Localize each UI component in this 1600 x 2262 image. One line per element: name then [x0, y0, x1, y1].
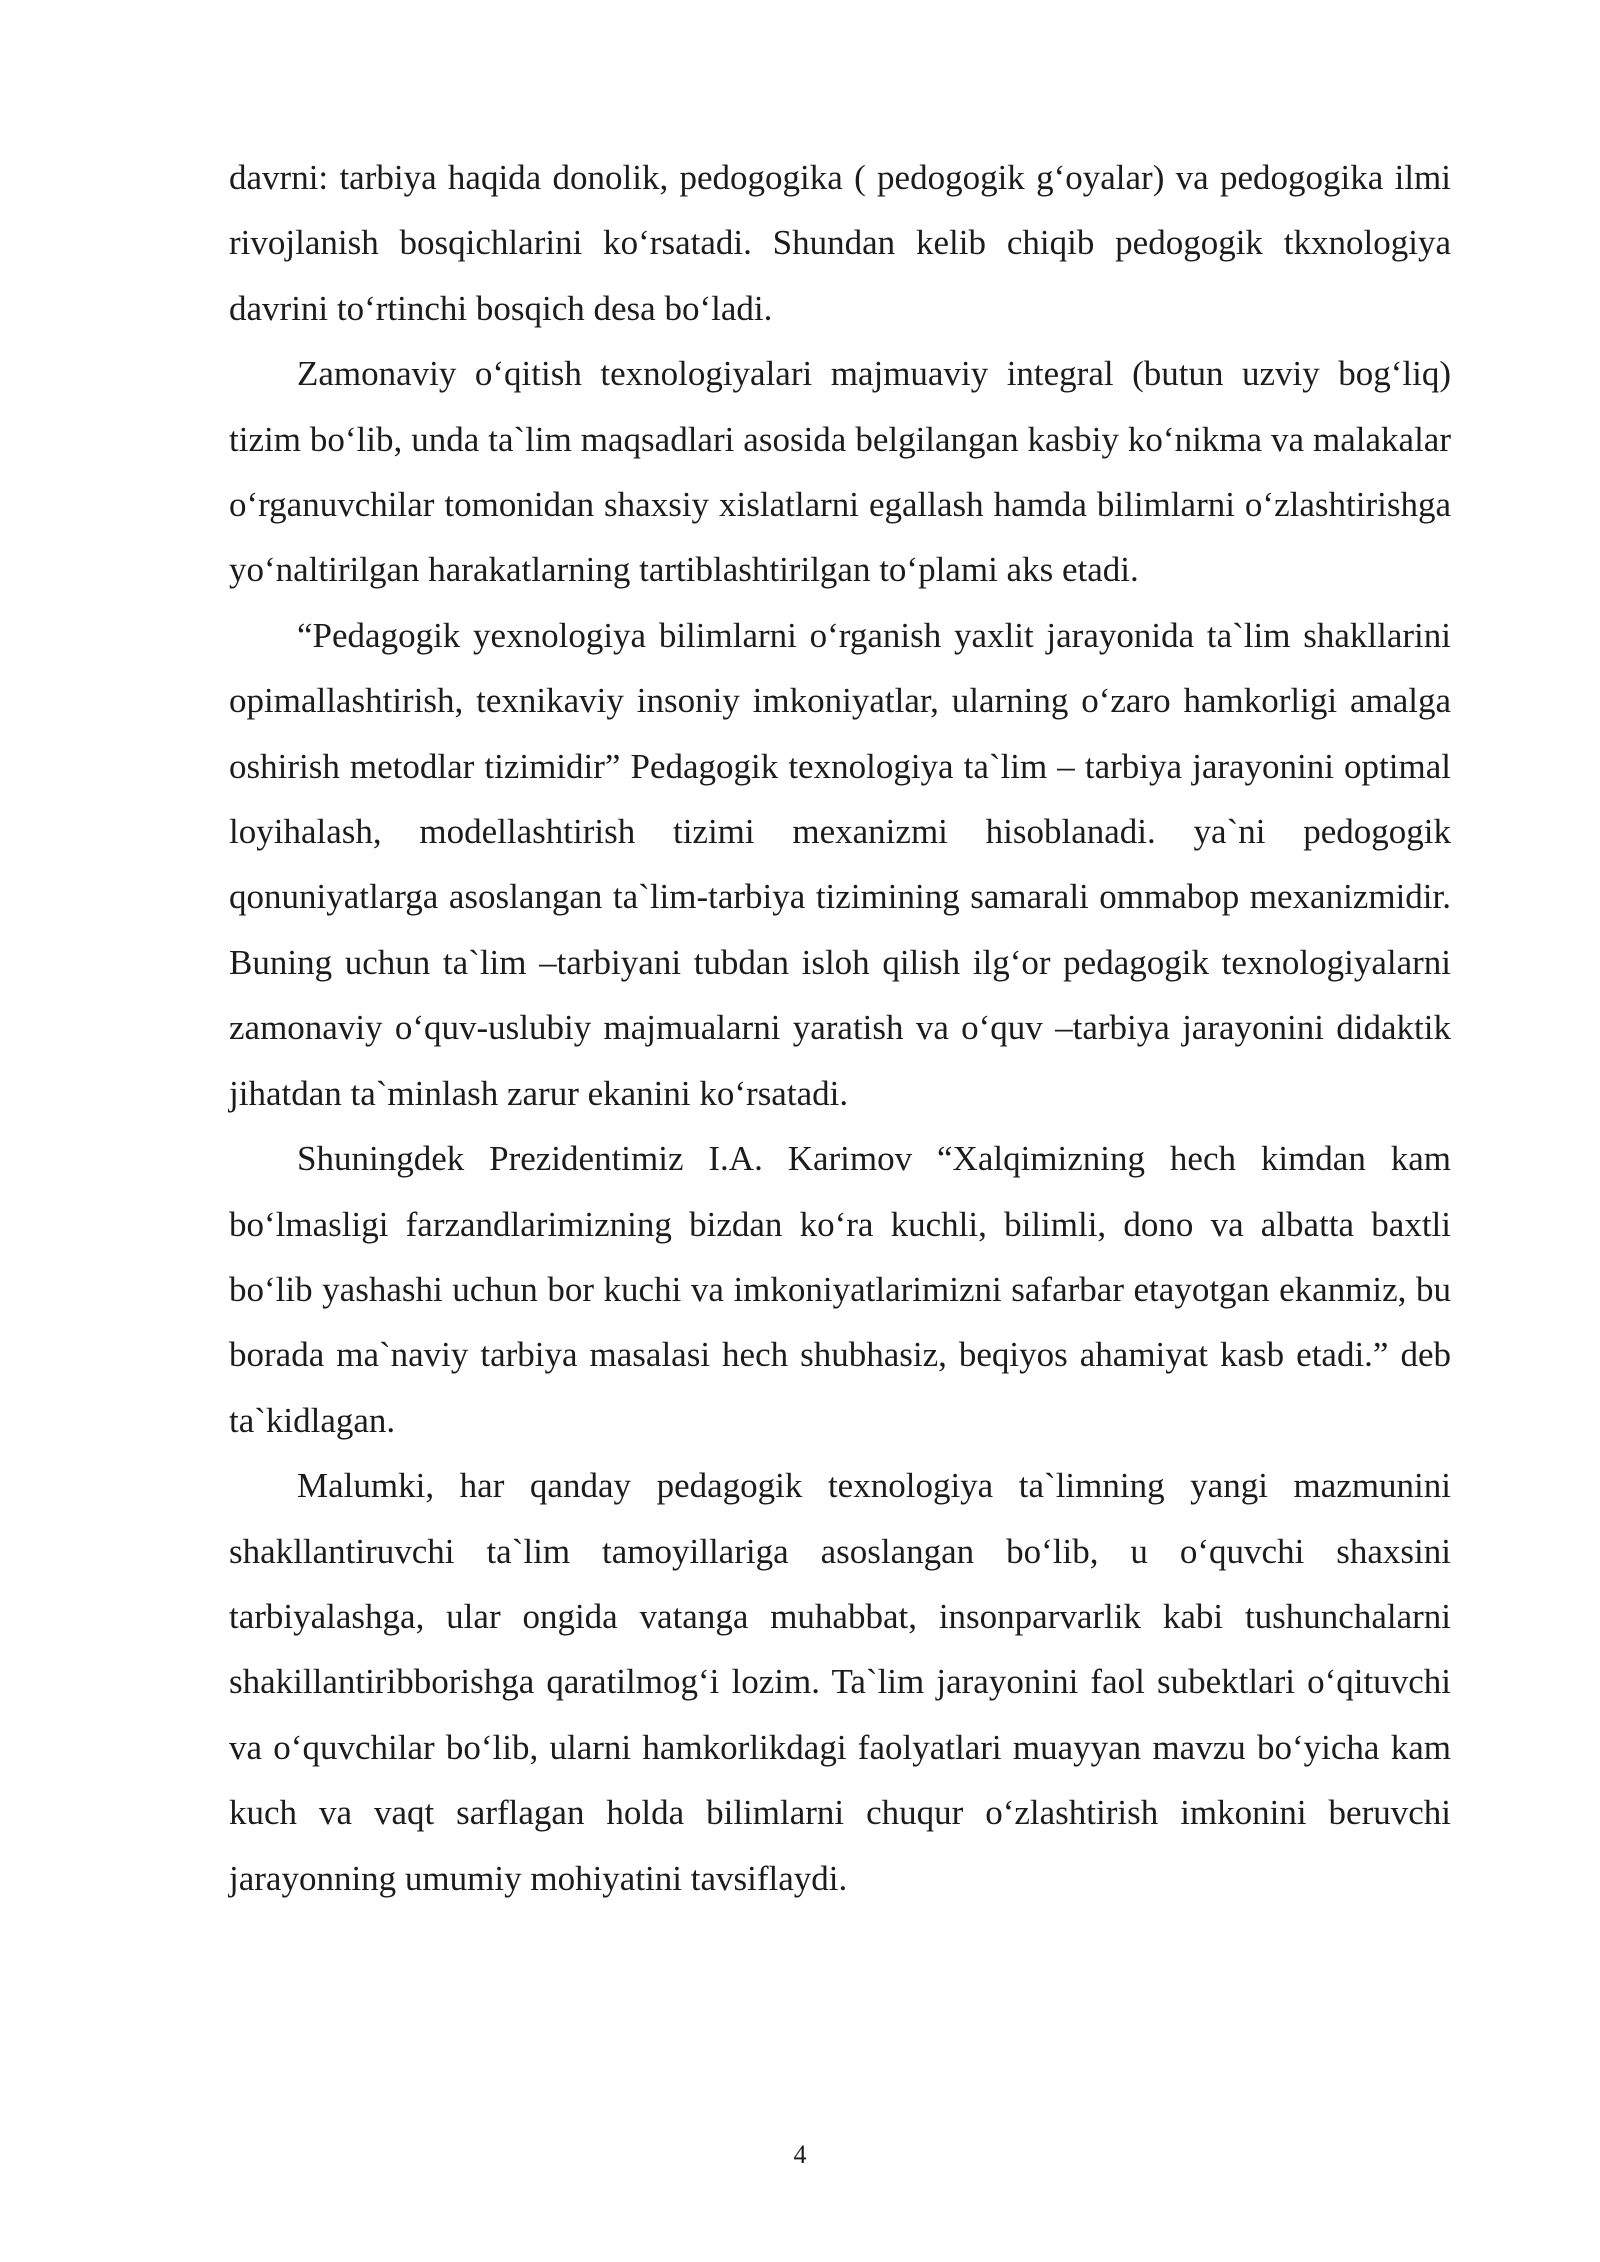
paragraph-2: Zamonaviy o‘qitish texnologiyalari majmuaviy integral (butun uzviy bog‘liq) tizim bo‘lib, unda ta`lim maqsadlari asosida belgilangan kasbiy ko‘nikma va malakalar o‘rganuvchilar tomonidan shaxsiy xislatlarni egallash hamda bilimlarni o‘zlashtirishga yo‘naltirilgan harakatlarning tartiblashtirilgan to‘plami aks etadi.	[229, 354, 1451, 590]
paragraph-1: davrni: tarbiya haqida donolik, pedogogika ( pedogogik g‘oyalar) va pedogogika ilmi rivojlanish bosqichlarini ko‘rsatadi. Shundan kelib chiqib pedogogik tkxnologiya davrini to‘rtinchi bosqich desa bo‘ladi.	[229, 158, 1451, 328]
paragraph-4: Shuningdek Prezidentimiz I.A. Karimov “Xalqimizning hech kimdan kam bo‘lmasligi farzandlarimizning bizdan ko‘ra kuchli, bilimli, dono va albatta baxtli bo‘lib yashashi uchun bor kuchi va imkoniyatlarimizni safarbar etayotgan ekanmiz, bu borada ma`naviy tarbiya masalasi hech shubhasiz, beqiyos ahamiyat kasb etadi.” deb ta`kidlagan.	[229, 1139, 1451, 1440]
page-number: 4	[793, 2140, 807, 2169]
paragraph-5: Malumki, har qanday pedagogik texnologiya ta`limning yangi mazmunini shakllantiruvchi ta`lim tamoyillariga asoslangan bo‘lib, u o‘quvchi shaxsini tarbiyalashga, ular ongida vatanga muhabbat, insonparvarlik kabi tushunchalarni shakillantiribborishga qaratilmog‘i lozim. Ta`lim jarayonini faol subektlari o‘qituvchi va o‘quvchilar bo‘lib, ularni hamkorlikdagi faolyatlari muayyan mavzu bo‘yicha kam kuch va vaqt sarflagan holda bilimlarni chuqur o‘zlashtirish imkonini beruvchi jarayonning umumiy mohiyatini tavsiflaydi.	[229, 1466, 1451, 1898]
paragraph-3: “Pedagogik yexnologiya bilimlarni o‘rganish yaxlit jarayonida ta`lim shakllarini opimallashtirish, texnikaviy insoniy imkoniyatlar, ularning o‘zaro hamkorligi amalga oshirish metodlar tizimidir” Pedagogik texnologiya ta`lim – tarbiya jarayonini optimal loyihalash, modellashtirish tizimi mexanizmi hisoblanadi. ya`ni pedogogik qonuniyatlarga asoslangan ta`lim-tarbiya tizimining samarali ommabop mexanizmidir. Buning uchun ta`lim –tarbiyani tubdan isloh qilish ilg‘or pedagogik texnologiyalarni zamonaviy o‘quv-uslubiy majmualarni yaratish va o‘quv –tarbiya jarayonini didaktik jihatdan ta`minlash zarur ekanini ko‘rsatadi.	[229, 615, 1451, 1113]
document-body	[229, 145, 1451, 1911]
